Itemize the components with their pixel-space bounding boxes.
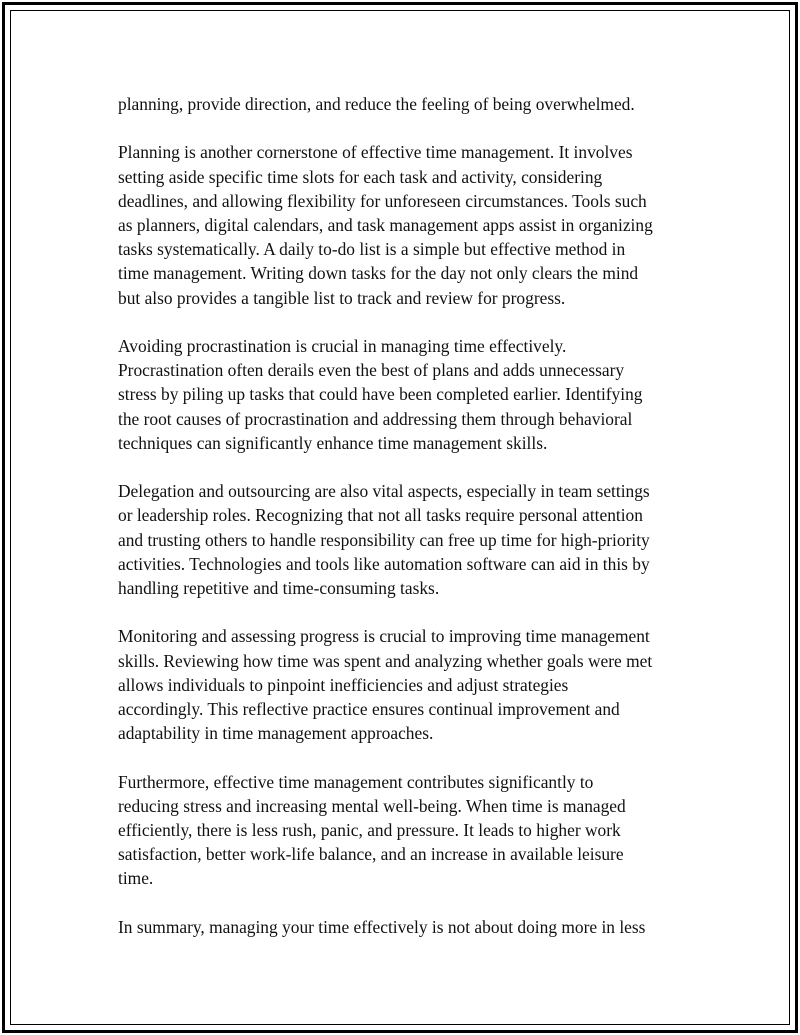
- text-line: techniques can significantly enhance time management skills.: [118, 432, 548, 453]
- text-line: Planning is another cornerstone of effective time management. It involves: [118, 142, 633, 163]
- text-line: but also provides a tangible list to track and review for progress.: [118, 287, 566, 308]
- text-line: the root causes of procrastination and addressing them through behavioral: [118, 408, 633, 429]
- paragraph: [118, 915, 698, 939]
- text-line: allows individuals to pinpoint inefficiencies and adjust strategies: [118, 674, 569, 695]
- text-line: Procrastination often derails even the best of plans and adds unnecessary: [118, 360, 625, 381]
- paragraph: [118, 624, 698, 745]
- text-line: as planners, digital calendars, and task management apps assist in organizing: [118, 215, 653, 235]
- text-line: Avoiding procrastination is crucial in managing time effectively.: [118, 336, 567, 356]
- text-line: Furthermore, effective time management contributes significantly to: [118, 771, 594, 792]
- text-line: time management. Writing down tasks for the day not only clears the mind: [118, 263, 639, 284]
- text-line: Delegation and outsourcing are also vital aspects, especially in team settings: [118, 481, 650, 502]
- text-line: accordingly. This reflective practice ensures continual improvement and: [118, 699, 620, 720]
- text-line: planning, provide direction, and reduce the feeling of being overwhelmed.: [118, 94, 635, 114]
- text-line: setting aside specific time slots for each task and activity, considering: [118, 166, 603, 187]
- paragraph: [118, 140, 698, 309]
- text-line: activities. Technologies and tools like automation software can aid in this by: [118, 553, 650, 574]
- text-line: efficiently, there is less rush, panic, and pressure. It leads to higher work: [118, 820, 621, 841]
- text-line: Monitoring and assessing progress is crucial to improving time management: [118, 626, 650, 647]
- text-line: time.: [118, 868, 154, 889]
- document-body: [118, 92, 698, 939]
- paragraph: [118, 92, 698, 116]
- text-line: reducing stress and increasing mental well-being. When time is managed: [118, 795, 626, 816]
- text-line: satisfaction, better work-life balance, and an increase in available leisure: [118, 844, 624, 865]
- text-line: tasks systematically. A daily to-do list is a simple but effective method in: [118, 239, 626, 260]
- text-line: skills. Reviewing how time was spent and analyzing whether goals were met: [118, 650, 653, 671]
- text-line: adaptability in time management approaches.: [118, 723, 434, 744]
- paragraph: [118, 334, 698, 455]
- paragraph: [118, 770, 698, 891]
- paragraph: [118, 479, 698, 600]
- text-line: deadlines, and allowing flexibility for unforeseen circumstances. Tools such: [118, 190, 647, 211]
- text-line: In summary, managing your time effectively is not about doing more in less: [118, 916, 646, 937]
- text-line: handling repetitive and time-consuming tasks.: [118, 578, 440, 599]
- text-line: or leadership roles. Recognizing that not all tasks require personal attention: [118, 505, 643, 526]
- text-line: and trusting others to handle responsibility can free up time for high-priority: [118, 529, 650, 550]
- text-line: stress by piling up tasks that could have been completed earlier. Identifying: [118, 384, 643, 405]
